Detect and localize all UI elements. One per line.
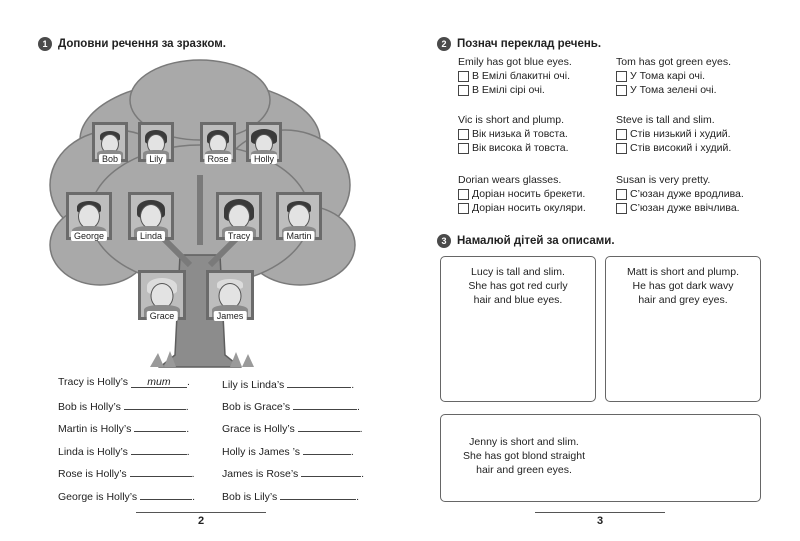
- sentence-right-3: [222, 420, 363, 435]
- description-line: hair and grey eyes.: [638, 294, 728, 306]
- option-row[interactable]: [458, 188, 586, 200]
- portrait-tracy: [216, 192, 262, 240]
- task1-title: Доповни речення за зразком.: [58, 38, 226, 50]
- option-row[interactable]: [616, 202, 744, 214]
- portrait-martin: [276, 192, 322, 240]
- task1-number-badge: 1: [38, 37, 52, 51]
- sentence-right-1: [222, 376, 354, 391]
- description-line: She has got red curly: [468, 280, 568, 292]
- description-line: Matt is short and plump.: [626, 266, 740, 278]
- option-text: У Тома зелені очі.: [630, 84, 717, 96]
- sentence-end: .: [191, 468, 195, 480]
- sentence-text: Lily is Linda’s: [222, 379, 285, 391]
- task3-header: [437, 234, 615, 248]
- question-text: Steve is tall and slim.: [616, 114, 715, 126]
- sentence-end: .: [361, 468, 365, 480]
- description-line: She has got blond straight: [462, 450, 585, 462]
- sentence-text: Linda is Holly’s: [58, 446, 128, 458]
- question-block-2: [616, 56, 731, 96]
- sentence-end: .: [356, 491, 360, 503]
- question-block-6: [616, 174, 744, 214]
- sentence-end: .: [192, 491, 196, 503]
- name-tag-rose: Rose: [204, 154, 231, 164]
- description-line: He has got dark wavy: [632, 280, 734, 292]
- question-text: Vic is short and plump.: [458, 114, 565, 126]
- name-tag-tracy: Tracy: [225, 231, 253, 241]
- answer-blank[interactable]: mum: [131, 376, 187, 388]
- portrait-james: [206, 270, 254, 320]
- name-tag-grace: Grace: [147, 311, 178, 321]
- portrait-grace: [138, 270, 186, 320]
- description-line: hair and blue eyes.: [473, 294, 563, 306]
- sentence-text: Martin is Holly’s: [58, 423, 132, 435]
- sentence-text: Bob is Holly’s: [58, 401, 121, 413]
- sentence-end: .: [351, 379, 355, 391]
- option-text: С’юзан дуже вродлива.: [630, 188, 744, 200]
- option-row[interactable]: [616, 128, 731, 140]
- answer-blank[interactable]: [130, 465, 192, 477]
- option-row[interactable]: [616, 84, 731, 96]
- question-text: Susan is very pretty.: [616, 174, 711, 186]
- answer-blank[interactable]: [301, 465, 361, 477]
- option-text: Стів низький і худий.: [630, 128, 731, 140]
- question-block-1: [458, 56, 572, 96]
- page-number-right: 3: [596, 515, 604, 527]
- name-tag-holly: Holly: [251, 154, 277, 164]
- checkbox[interactable]: [616, 129, 627, 140]
- sentence-end: .: [185, 401, 189, 413]
- option-row[interactable]: [458, 84, 572, 96]
- question-text: Dorian wears glasses.: [458, 174, 562, 186]
- question-text: Tom has got green eyes.: [616, 56, 731, 68]
- sentence-end: .: [186, 446, 190, 458]
- option-text: В Емілі блакитні очі.: [472, 70, 571, 82]
- answer-blank[interactable]: [303, 443, 351, 455]
- sentence-right-5: [222, 465, 364, 480]
- task3-number-badge: 3: [437, 234, 451, 248]
- option-row[interactable]: [616, 70, 731, 82]
- option-row[interactable]: [616, 142, 731, 154]
- sentence-end: .: [359, 423, 363, 435]
- option-row[interactable]: [458, 128, 569, 140]
- name-tag-george: George: [71, 231, 107, 241]
- sentence-text: Bob is Lily’s: [222, 491, 278, 503]
- sentence-end: .: [186, 376, 190, 388]
- task2-title: Познач переклад речень.: [457, 38, 602, 50]
- name-tag-lily: Lily: [146, 154, 166, 164]
- option-text: Доріан носить окуляри.: [472, 202, 586, 214]
- option-text: Вік низька й товста.: [472, 128, 568, 140]
- portrait-george: [66, 192, 112, 240]
- name-tag-linda: Linda: [137, 231, 165, 241]
- sentence-end: .: [186, 423, 190, 435]
- answer-blank[interactable]: [124, 398, 186, 410]
- sentence-left-5: [58, 465, 195, 480]
- checkbox[interactable]: [616, 85, 627, 96]
- answer-blank[interactable]: [140, 488, 192, 500]
- question-text: Emily has got blue eyes.: [458, 56, 572, 68]
- sentence-left-6: [58, 488, 195, 503]
- portrait-bob: [92, 122, 128, 162]
- drawing-box-lucy[interactable]: [440, 256, 596, 402]
- page-footer-rule-right: [535, 512, 665, 513]
- checkbox[interactable]: [458, 129, 469, 140]
- option-row[interactable]: [458, 70, 572, 82]
- task1-header: [38, 37, 226, 51]
- option-row[interactable]: [458, 202, 586, 214]
- checkbox[interactable]: [616, 71, 627, 82]
- sentence-left-1: [58, 376, 190, 388]
- page-footer-rule-left: [136, 512, 266, 513]
- name-tag-bob: Bob: [99, 154, 121, 164]
- question-block-4: [616, 114, 731, 154]
- answer-blank[interactable]: [131, 443, 187, 455]
- portrait-rose: [200, 122, 236, 162]
- task3-title: Намалюй дітей за описами.: [457, 235, 615, 247]
- sentence-end: .: [350, 446, 354, 458]
- sentence-text: Bob is Grace’s: [222, 401, 291, 413]
- checkbox[interactable]: [616, 189, 627, 200]
- option-row[interactable]: [616, 188, 744, 200]
- checkbox[interactable]: [458, 203, 469, 214]
- option-text: В Емілі сірі очі.: [472, 84, 545, 96]
- sentence-left-4: [58, 443, 190, 458]
- option-text: Стів високий і худий.: [630, 142, 732, 154]
- task2-header: [437, 37, 601, 51]
- checkbox[interactable]: [458, 189, 469, 200]
- drawing-box-jenny[interactable]: [440, 414, 761, 502]
- sentence-right-2: [222, 398, 360, 413]
- drawing-box-matt[interactable]: [605, 256, 761, 402]
- sentence-text: Holly is James ’s: [222, 446, 300, 458]
- sentence-left-2: [58, 398, 189, 413]
- checkbox[interactable]: [616, 143, 627, 154]
- page-number-left: 2: [197, 515, 205, 527]
- portrait-holly: [246, 122, 282, 162]
- portrait-lily: [138, 122, 174, 162]
- sentence-text: George is Holly’s: [58, 491, 138, 503]
- option-text: У Тома карі очі.: [630, 70, 706, 82]
- checkbox[interactable]: [458, 71, 469, 82]
- description-line: Lucy is tall and slim.: [471, 266, 565, 278]
- sentence-text: Rose is Holly’s: [58, 468, 127, 480]
- option-text: Вік висока й товста.: [472, 142, 569, 154]
- checkbox[interactable]: [458, 143, 469, 154]
- name-tag-james: James: [214, 311, 247, 321]
- option-row[interactable]: [458, 142, 569, 154]
- description-line: Jenny is short and slim.: [469, 436, 579, 448]
- sentence-text: Tracy is Holly’s: [58, 376, 129, 388]
- answer-blank[interactable]: [293, 398, 357, 410]
- answer-blank[interactable]: [287, 376, 351, 388]
- sentence-text: James is Rose’s: [222, 468, 299, 480]
- sentence-left-3: [58, 420, 189, 435]
- answer-blank[interactable]: [280, 488, 356, 500]
- sentence-right-4: [222, 443, 354, 458]
- checkbox[interactable]: [616, 203, 627, 214]
- sentence-right-6: [222, 488, 359, 503]
- option-text: С’юзан дуже ввічлива.: [630, 202, 740, 214]
- description-line: hair and green eyes.: [476, 464, 572, 476]
- task2-number-badge: 2: [437, 37, 451, 51]
- sentence-end: .: [357, 401, 360, 413]
- name-tag-martin: Martin: [283, 231, 314, 241]
- question-block-3: [458, 114, 569, 154]
- sentence-text: Grace is Holly’s: [222, 423, 295, 435]
- answer-blank[interactable]: [134, 420, 186, 432]
- portrait-linda: [128, 192, 174, 240]
- checkbox[interactable]: [458, 85, 469, 96]
- option-text: Доріан носить брекети.: [472, 188, 586, 200]
- question-block-5: [458, 174, 586, 214]
- answer-blank[interactable]: [298, 420, 360, 432]
